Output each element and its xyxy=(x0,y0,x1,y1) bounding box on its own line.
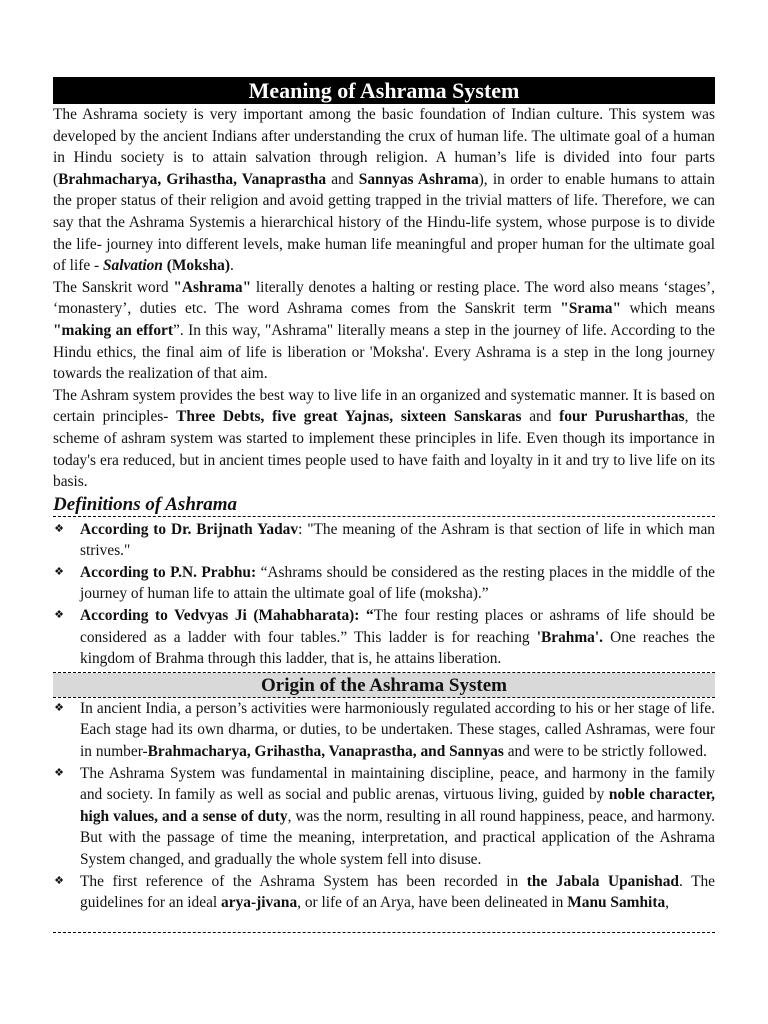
text-run: and xyxy=(326,170,359,188)
text-run: The Sanskrit word xyxy=(53,278,174,296)
definitions-list xyxy=(53,519,715,670)
text-run: The Ashrama society is very important among the basic foundation of Indian culture. This system was developed by the ancient Indians after understanding the crux of human life. The ultimate goal of a human in Hindu society is to attain salvation through religion. A human’s life is divided into four parts ( xyxy=(53,106,715,188)
diamond-bullet-icon: ❖ xyxy=(54,565,64,578)
bold-text: Brahmacharya, Grihastha, Vanaprastha xyxy=(58,170,327,188)
diamond-bullet-icon: ❖ xyxy=(54,522,64,535)
diamond-bullet-icon: ❖ xyxy=(54,766,64,779)
list-item xyxy=(53,698,715,763)
dashed-divider xyxy=(53,932,715,933)
text-run: . xyxy=(230,257,234,275)
bold-text: Brahmacharya, Grihastha, Vanaprastha, and Sannyas xyxy=(147,743,504,761)
bold-text: According to P.N. Prabhu: xyxy=(80,563,257,581)
text-run: , the scheme of ashram system was started to implement these principles in life. Even though its importance in today's era reduced, but in ancient times people used to have faith and loyalty in it and try to live life on its basis. xyxy=(53,408,716,491)
text-run: and were to be strictly followed. xyxy=(503,743,707,761)
list-item xyxy=(53,871,715,914)
text-run: literally denotes a halting or resting place. The word also means ‘stages’, ‘monastery’, duties etc. The word Ashrama comes from the Sanskrit term xyxy=(53,278,715,318)
text-run: , was the norm, resulting in all round happiness, peace, and harmony. But with the passage of time the meaning, interpretation, and practical application of the Ashrama System changed, and gradually the whole system fell into disuse. xyxy=(80,807,715,868)
text-run: The Ashram system provides the best way to live life in an organized and systematic manner. It is based on certain principles- xyxy=(53,386,715,426)
intro-paragraph xyxy=(53,104,715,277)
text-run: ), in order to enable humans to attain the proper status of their religion and avoid getting trapped in the trivial matters of life. Therefore, we can say that the Ashrama Systemis a hierarchical history of the Hindu-life system, whose purpose is to divide the life- journey into different levels, make human life meaningful and proper human for the ultimate goal of life - xyxy=(53,170,715,275)
dashed-divider xyxy=(53,516,715,517)
bold-text: Sannyas Ashrama xyxy=(358,170,479,188)
list-item xyxy=(53,519,715,562)
text-run: : "The meaning of the Ashram is that section of life in which man strives." xyxy=(80,520,715,560)
text-run: ”. In this way, "Ashrama" literally means a step in the journey of life. According to the Hindu ethics, the final aim of life is liberation or 'Moksha'. Every Ashrama is a step in the long journey towards the realization of that aim. xyxy=(53,321,715,383)
bold-text: According to Vedvyas Ji (Mahabharata): “ xyxy=(80,607,374,625)
diamond-bullet-icon: ❖ xyxy=(54,874,64,887)
bold-text: 'Brahma'. xyxy=(536,628,603,646)
bold-text: "Ashrama" xyxy=(173,278,252,296)
text-run: “Ashrams should be considered as the resting places in the middle of the journey of human life to attain the ultimate goal of life (moksha).” xyxy=(80,563,715,603)
origin-heading: Origin of the Ashrama System xyxy=(53,673,715,697)
text-run: One reaches the kingdom of Brahma through this ladder, that is, he attains liberation. xyxy=(80,628,715,668)
bold-text: (Moksha) xyxy=(162,257,230,275)
diamond-bullet-icon: ❖ xyxy=(54,609,64,622)
text-run: In ancient India, a person’s activities were harmoniously regulated according to his or her stage of life. Each stage had its own dharma, or duties, to be undertaken. These stages, called Ashramas, were four in number- xyxy=(80,699,715,761)
principles-paragraph xyxy=(53,385,715,493)
page-title: Meaning of Ashrama System xyxy=(53,77,715,104)
bold-text: the Jabala Upanishad xyxy=(526,872,679,890)
bold-text: Three Debts, five great Yajnas, sixteen Sanskaras xyxy=(176,408,522,426)
bold-text: arya-jivana xyxy=(221,894,298,912)
definitions-heading: Definitions of Ashrama xyxy=(53,493,238,515)
bold-text: According to Dr. Brijnath Yadav xyxy=(80,520,299,538)
text-run: The Ashrama System was fundamental in maintaining discipline, peace, and harmony in the family and society. In family as well as social and public arenas, virtuous living, guided by xyxy=(80,764,715,804)
origin-list xyxy=(53,698,715,914)
bold-text: Salvation xyxy=(103,257,163,275)
text-run: The four resting places or ashrams of life should be considered as a ladder with four tables.” This ladder is for reaching xyxy=(80,607,715,646)
list-item xyxy=(53,763,715,871)
definitions-heading-row xyxy=(53,493,715,519)
list-item xyxy=(53,562,715,605)
bold-text: "making an effort xyxy=(53,321,174,339)
text-run: which means xyxy=(621,300,715,318)
sanskrit-paragraph xyxy=(53,277,715,385)
bold-text: "Srama" xyxy=(560,300,621,318)
list-item xyxy=(53,605,715,670)
document-page xyxy=(53,77,715,933)
bold-text: four Purusharthas xyxy=(559,408,685,426)
text-run: , xyxy=(665,894,670,912)
diamond-bullet-icon: ❖ xyxy=(54,701,64,714)
bold-text: Manu Samhita xyxy=(567,894,666,912)
text-run: . The guidelines for an ideal xyxy=(80,872,715,912)
text-run: and xyxy=(521,408,560,426)
text-run: , or life of an Arya, have been delineated in xyxy=(297,894,568,912)
text-run: The first reference of the Ashrama System has been recorded in xyxy=(80,872,527,890)
bold-text: noble character, high values, and a sense of duty xyxy=(80,786,716,825)
